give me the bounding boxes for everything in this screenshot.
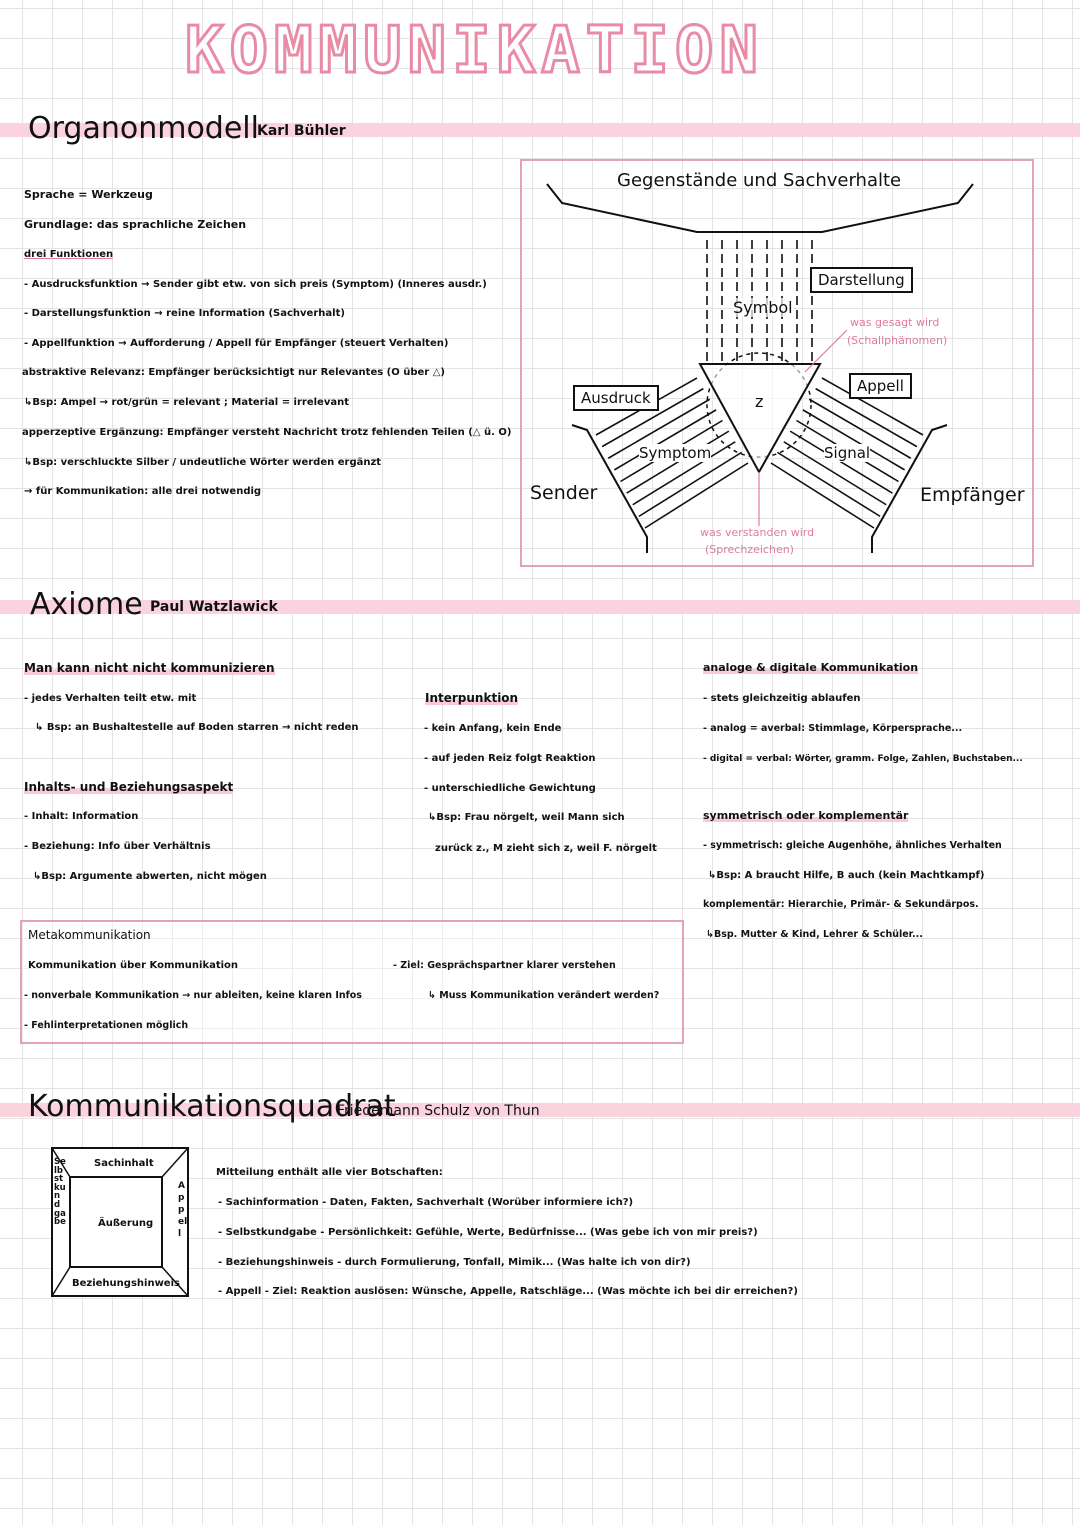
note-line: zurück z., M zieht sich z, weil F. nörgelt [435,843,657,854]
note-line: → für Kommunikation: alle drei notwendig [24,486,262,497]
note-understood-sub: (Sprechzeichen) [705,543,794,556]
note-line: - stets gleichzeitig ablaufen [703,693,861,704]
label-z: z [755,392,764,411]
note-line: - nonverbale Kommunikation → nur ableiten, keine klaren Infos [24,990,362,1001]
label-darstellung: Darstellung [810,267,913,293]
subheading: Interpunktion [425,691,519,705]
label-empfaenger: Empfänger [920,484,1025,506]
section-author: Friedemann Schulz von Thun [337,1103,540,1119]
note-line: ↳ Bsp: an Bushaltestelle auf Boden starren → nicht reden [35,722,359,733]
note-line: - analog = averbal: Stimmlage, Körpersprache... [703,723,963,734]
note-line: ↳Bsp. Mutter & Kind, Lehrer & Schüler... [706,929,923,940]
quadrat-appell: Appell [178,1181,188,1239]
section-heading-quadrat: Kommunikationsquadrat [28,1089,396,1124]
note-line: - symmetrisch: gleiche Augenhöhe, ähnliches Verhalten [703,840,1002,851]
note-line: drei Funktionen [24,249,114,260]
page-title: KOMMUNIKATION [185,14,764,88]
note-line: ↳Bsp: A braucht Hilfe, B auch (kein Machtkampf) [708,870,985,881]
label-gegenstaende: Gegenstände und Sachverhalte [617,170,902,191]
subheading: Inhalts- und Beziehungsaspekt [24,780,234,794]
note-said-sub: (Schallphänomen) [847,334,948,347]
quadrat-sachinhalt: Sachinhalt [94,1158,154,1169]
note-line: - Beziehung: Info über Verhältnis [24,841,211,852]
note-line: - jedes Verhalten teilt etw. mit [24,693,197,704]
note-line: - auf jeden Reiz folgt Reaktion [424,753,596,764]
note-line: - Fehlinterpretationen möglich [24,1020,189,1031]
note-said: was gesagt wird [850,316,940,329]
subheading: symmetrisch oder komplementär [703,809,909,822]
quadrat-beziehungshinweis: Beziehungshinweis [72,1278,180,1289]
sign-triangle [700,364,820,472]
note-line: abstraktive Relevanz: Empfänger berücksichtigt nur Relevantes (O über △) [22,367,445,378]
quadrat-aeusserung: Äußerung [98,1218,154,1229]
note-line: - Darstellungsfunktion → reine Information (Sachverhalt) [24,308,345,319]
note-line: - Appellfunktion → Aufforderung / Appell für Empfänger (steuert Verhalten) [24,338,449,349]
label-symptom: Symptom [639,444,712,462]
note-line: Sprache = Werkzeug [24,188,153,201]
note-line: - Inhalt: Information [24,811,139,822]
label-sender: Sender [530,482,598,504]
note-line: - unterschiedliche Gewichtung [424,783,596,794]
note-line: Grundlage: das sprachliche Zeichen [24,218,247,231]
note-line: - kein Anfang, kein Ende [424,723,562,734]
note-understood: was verstanden wird [700,526,815,539]
note-line: - Selbstkundgabe - Persönlichkeit: Gefühle, Werte, Bedürfnisse... (Was gebe ich von mir preis?) [218,1227,758,1238]
note-line: ↳Bsp: Argumente abwerten, nicht mögen [33,871,267,882]
note-line: Mitteilung enthält alle vier Botschaften: [216,1167,443,1178]
note-line: - Ziel: Gesprächspartner klarer verstehen [393,960,616,971]
subheading: Man kann nicht nicht kommunizieren [24,661,275,675]
label-symbol: Symbol [733,298,793,317]
note-line: - Sachinformation - Daten, Fakten, Sachverhalt (Worüber informiere ich?) [218,1197,634,1208]
subheading: analoge & digitale Kommunikation [703,661,919,674]
note-line: apperzeptive Ergänzung: Empfänger versteht Nachricht trotz fehlenden Teilen (△ ü. O) [22,427,512,438]
meta-title: Metakommunikation [28,928,151,942]
note-line: ↳Bsp: verschluckte Silber / undeutliche Wörter werden ergänzt [24,457,382,468]
note-line: - Ausdrucksfunktion → Sender gibt etw. von sich preis (Symptom) (Inneres ausdr.) [24,279,487,290]
quadrat-selbstkundgabe: Selbstkundgabe [54,1157,66,1228]
section-author: Karl Bühler [257,123,346,139]
section-author: Paul Watzlawick [150,599,278,615]
label-ausdruck: Ausdruck [573,385,659,411]
note-line: Kommunikation über Kommunikation [28,960,239,971]
label-appell: Appell [849,373,912,399]
note-line: - Beziehungshinweis - durch Formulierung, Tonfall, Mimik... (Was halte ich von dir?) [218,1257,691,1268]
note-line: - Appell - Ziel: Reaktion auslösen: Wünsche, Appelle, Ratschläge... (Was möchte ich bei dir erreichen?) [218,1286,798,1297]
note-line: komplementär: Hierarchie, Primär- & Sekundärpos. [703,899,979,910]
label-signal: Signal [824,444,871,462]
note-line: - digital = verbal: Wörter, gramm. Folge, Zahlen, Buchstaben... [703,754,1023,764]
note-line-pointer [805,330,847,372]
top-funnel [547,184,973,232]
section-heading-axiome: Axiome [30,587,143,622]
note-line: ↳Bsp: Ampel → rot/grün = relevant ; Material = irrelevant [24,397,350,408]
note-line: ↳ Muss Kommunikation verändert werden? [428,990,660,1001]
organon-diagram [0,0,1080,600]
note-line: ↳Bsp: Frau nörgelt, weil Mann sich [428,812,625,823]
section-heading-organon: Organonmodell [28,111,259,146]
